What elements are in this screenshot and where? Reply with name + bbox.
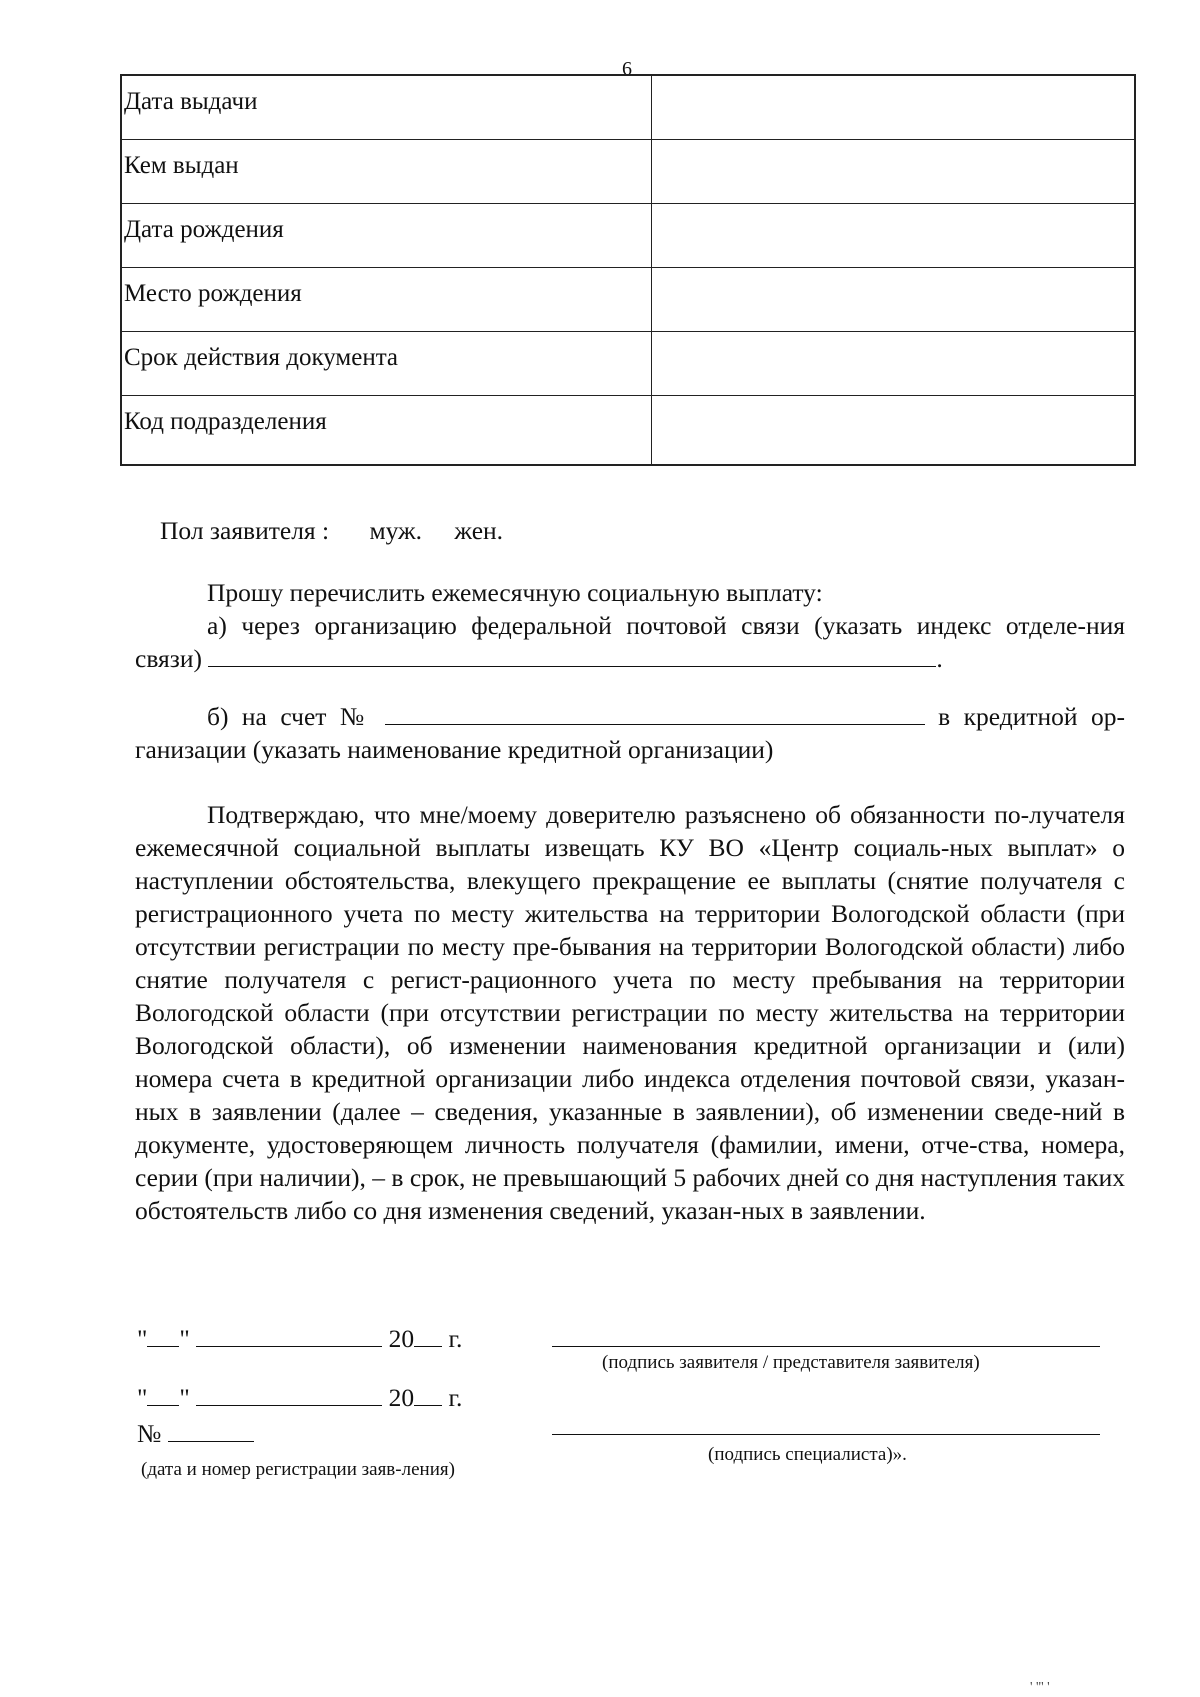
confirmation-paragraph: Подтверждаю, что мне/моему доверителю разъяснено об обязанности по-лучателя ежемесячной социальной выплаты извещать КУ ВО «Центр социаль-ных выплат» о наступлении обстоятельства, влекущего прекращение ее выплаты (снятие получателя с регистрационного учета по месту жительства на территории Вологодской области (при отсутствии регистрации по месту пре-бывания на территории Вологодской области) либо снятие получателя с регист-рационного учета по месту пребывания на территории Вологодской области (при отсутствии регистрации по месту жительства на территории Вологодской области), об изменении наименования кредитной организации и (или) номера счета в кредитной организации либо индекса отделения почтовой связи, указан-ных в заявлении (далее – сведения, указанные в заявлении), об изменении сведе-ний в документе, удостоверяющем личность получателя (фамилии, имени, отче-ства, номера, серии (при наличии), – в срок, не превышающий 5 рабочих дней со дня наступления таких обстоятельств либо со дня изменения сведений, указан-ных в заявлении. [135, 800, 1125, 1225]
gender-option-female[interactable]: жен. [454, 516, 504, 545]
year-prefix: 20 [388, 1383, 415, 1412]
row-label: Срок действия документа [121, 331, 651, 395]
day-field[interactable] [147, 1322, 179, 1347]
payment-option-b [135, 700, 1125, 766]
postal-index-field[interactable] [208, 642, 936, 667]
year-field[interactable] [414, 1322, 442, 1347]
table-row [121, 395, 1135, 465]
account-number-field[interactable] [385, 700, 925, 725]
row-value-field[interactable] [651, 203, 1135, 267]
quote-close: " [179, 1324, 190, 1353]
year-field[interactable] [414, 1381, 442, 1406]
row-value-field[interactable] [651, 75, 1135, 139]
applicant-signature-line[interactable] [552, 1346, 1100, 1347]
row-label: Дата рождения [121, 203, 651, 267]
table-row [121, 331, 1135, 395]
year-suffix: г. [448, 1324, 463, 1353]
row-label: Место рождения [121, 267, 651, 331]
page-number: 6 [622, 58, 632, 80]
payment-option-a [135, 609, 1125, 675]
row-value-field[interactable] [651, 331, 1135, 395]
specialist-signature-caption: (подпись специалиста)». [708, 1444, 907, 1465]
row-value-field[interactable] [651, 267, 1135, 331]
registration-caption: (дата и номер регистрации заяв-ления) [141, 1459, 455, 1480]
quote-close: " [179, 1383, 190, 1412]
option-b-text: б) на счет № [207, 702, 372, 731]
registration-number-line [137, 1417, 254, 1450]
gender-line [160, 514, 529, 547]
number-sign: № [137, 1419, 162, 1448]
row-value-field[interactable] [651, 395, 1135, 465]
gender-option-male[interactable]: муж. [369, 516, 423, 545]
table-row [121, 267, 1135, 331]
option-a-text: а) через организацию федеральной почтовой связи (указать индекс отделе-ния связи) [135, 611, 1125, 673]
day-field[interactable] [147, 1381, 179, 1406]
option-a-end: . [936, 644, 943, 673]
date-line-1 [137, 1322, 462, 1355]
table-row [121, 139, 1135, 203]
applicant-signature-caption: (подпись заявителя / представителя заявителя) [602, 1352, 980, 1373]
gender-label: Пол заявителя : [160, 516, 330, 545]
row-value-field[interactable] [651, 139, 1135, 203]
quote-open: " [137, 1383, 148, 1412]
table-row [121, 203, 1135, 267]
month-field[interactable] [196, 1322, 382, 1347]
table-row [121, 75, 1135, 139]
applicant-document-table [120, 74, 1136, 466]
scan-mark: ' ''' ' [1030, 1680, 1050, 1695]
month-field[interactable] [196, 1381, 382, 1406]
year-prefix: 20 [388, 1324, 415, 1353]
specialist-signature-line[interactable] [552, 1434, 1100, 1435]
quote-open: " [137, 1324, 148, 1353]
year-suffix: г. [448, 1383, 463, 1412]
date-line-2 [137, 1381, 462, 1414]
row-label: Код подразделения [121, 395, 651, 465]
row-label: Дата выдачи [121, 75, 651, 139]
registration-number-field[interactable] [168, 1417, 254, 1442]
option-b-tail: в кредитной ор-ганизации (указать наименование кредитной организации) [135, 702, 1126, 764]
row-label: Кем выдан [121, 139, 651, 203]
payment-intro: Прошу перечислить ежемесячную социальную выплату: [207, 578, 823, 607]
